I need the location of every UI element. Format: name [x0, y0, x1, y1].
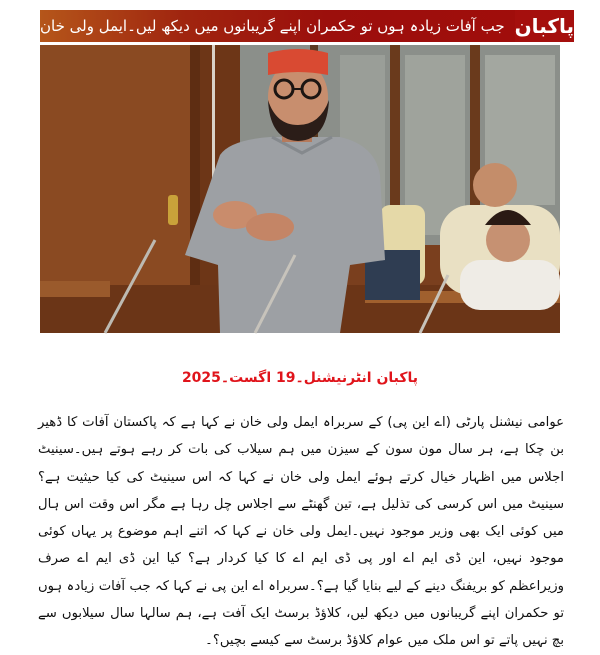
speaker-right-hand	[246, 213, 294, 241]
door-handle	[168, 195, 178, 225]
desk-top-left	[40, 281, 110, 297]
article-photo	[40, 45, 560, 333]
background-person-2-body	[460, 260, 560, 310]
dateline: پاکبان انٹرنیشنل۔19 اگست۔2025	[181, 370, 419, 386]
headline-text: جب آفات زیادہ ہوں تو حکمران اپنے گریبانوں میں دیکھ لیں۔ایمل ولی خان	[40, 17, 505, 35]
article-body	[38, 409, 564, 655]
speaker-red-cap	[268, 49, 328, 75]
speaker-photo-illustration	[40, 45, 560, 333]
article-paragraph: عوامی نیشنل پارٹی (اے این پی) کے سربراہ ایمل ولی خان نے کہا ہے کہ پاکستان آفات کا ڈھیر بن چکا ہے، ہر سال مون سون کے سیزن میں ہم سیلاب کی بات کر رہے ہوتے ہیں۔سینیٹ اجلاس میں اظہار خیال کرتے ہوئے ایمل ولی خان نے کہا کہ اس سینیٹ کی کیا حیثیت ہے؟ سینیٹ میں اس کرسی کی تذلیل ہے، تین گھنٹے سے اجلاس چل رہا ہے مگر اس وقت اس ہال میں کوئی ایک بھی وزیر موجود نہیں۔ایمل ولی خان نے کہا کہ اتنے اہم موضوع پر یہاں کوئی موجود نہیں، این ڈی ایم اے اور پی ڈی ایم اے کا کیا کردار ہے؟ کیا این ڈی ایم اے صرف وزیراعظم کو بریفنگ دینے کے لیے بنایا گیا ہے؟۔سربراہ اے این پی نے کہا کہ جب آفات زیادہ ہوں تو حکمران اپنے گریبانوں میں دیکھ لیں، کلاؤڈ برسٹ ایک آفت ہے، ہم سالہا سال سیلابوں سے بچ نہیں پاتے تو اس ملک میں عوام کلاؤڈ برسٹ سے کیسے بچیں؟۔	[38, 415, 564, 649]
headline-bar	[40, 10, 515, 42]
brand-logo	[515, 10, 574, 42]
brand-name: پاکبان	[514, 14, 575, 38]
header-banner	[40, 10, 575, 42]
background-person-1-head	[473, 163, 517, 207]
